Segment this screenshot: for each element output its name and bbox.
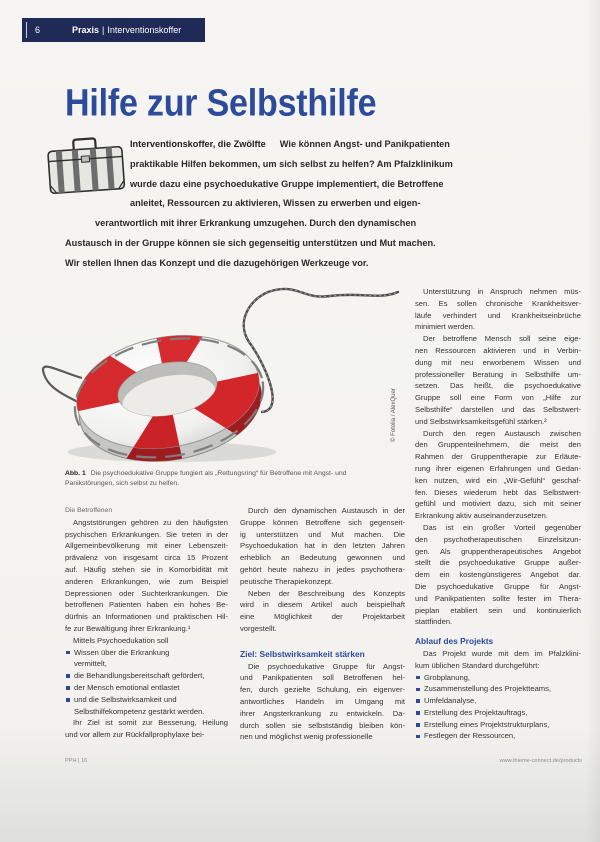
- body-line: dung mit neu erworbenem Wissen und: [415, 357, 581, 367]
- list-item: [65, 694, 228, 718]
- body-line: fen, durch gezielte Schulung, ein eigenver-: [240, 685, 405, 695]
- list-item-line: Umfeldanalyse,: [424, 696, 477, 706]
- body-line: und Selbstwirksamkeitsgefühl stärken.²: [415, 416, 547, 426]
- rope-texture: [244, 289, 398, 412]
- body-line: Allgemeinbevölkerung mit einer Lebenszeit-: [65, 541, 228, 551]
- body-line: durch sollen sie selbstständig bleiben kön-: [240, 720, 405, 730]
- column-2: [240, 505, 405, 743]
- body-line: psychischen Erkrankungen. Sie treten in der: [65, 529, 228, 539]
- body-line: fen. Dieses wiederum hebt das Selbstwert-: [415, 487, 581, 497]
- body-line: pieplan etabliert sein und kontinuierlich: [415, 605, 581, 615]
- intro-line: anleitet, Ressourcen zu aktivieren, Wissen zu erwerben und eigen-: [130, 198, 421, 209]
- body-line: rung ihrer eigenen Erfahrungen und Gedan-: [415, 463, 581, 473]
- bullet-icon: [66, 686, 70, 690]
- body-line: setzen. Das heißt, die psychoedukative: [415, 381, 581, 391]
- list-item: [415, 719, 581, 731]
- paragraph: [65, 717, 228, 741]
- paragraph: [415, 648, 581, 672]
- list-item-line: Wissen über die Erkrankung: [74, 647, 170, 657]
- list-item: [65, 647, 228, 671]
- list-item-line: die Behandlungsbereitschaft gefördert,: [74, 671, 205, 681]
- paragraph: [240, 661, 405, 744]
- body-line: eine Möglichkeit der Projektarbeit: [240, 612, 405, 622]
- body-line: ig unterstützen und Mut machen. Die: [240, 529, 405, 539]
- body-line: Psychoedukation hat in den letzten Jahren: [240, 541, 405, 551]
- section-name: Praxis: [72, 25, 100, 35]
- body-line: Ihr Ziel ist somit zur Besserung, Heilung: [73, 718, 228, 728]
- rope: [244, 289, 398, 412]
- body-line: erheblich an Bedeutung gewonnen und: [240, 553, 405, 563]
- intro-line: Wir stellen Ihnen das Konzept und die dazugehörigen Werkzeuge vor.: [65, 257, 369, 268]
- list-item-line: Festlegen der Ressourcen,: [424, 731, 516, 741]
- body-line: minimiert werden.: [415, 322, 475, 332]
- paragraph: [240, 588, 405, 635]
- intro-line-text: Wie können Angst- und Panikpatienten: [279, 139, 450, 149]
- body-line: Gruppe soll eine Form von „Hilfe zur: [415, 393, 581, 403]
- body-line: gehört heute nahezu in jedes psychothera-: [240, 564, 405, 574]
- list-item: [415, 672, 581, 684]
- body-line: Neben der Beschreibung des Konzepts: [248, 588, 405, 598]
- header-rule: [26, 22, 27, 38]
- page-number: 6: [35, 25, 41, 35]
- body-line: nen und möglichst wenig professionelle: [240, 732, 373, 742]
- bullet-icon: [66, 698, 70, 702]
- section-header-bar: [22, 18, 205, 42]
- bullet-icon: [416, 723, 420, 727]
- body-line: Der betroffene Mensch soll seine eige-: [423, 334, 581, 344]
- body-line: kum üblichen Standard durchgeführt:: [415, 660, 540, 670]
- paragraph: [240, 505, 405, 588]
- paragraph: [415, 522, 581, 628]
- body-line: peutische Therapiekonzept.: [240, 576, 334, 586]
- body-line: prävalenz von insgesamt circa 15 Prozent: [65, 553, 228, 563]
- body-line: den Gruppenteilnehmern, die meist den: [415, 440, 581, 450]
- body-line: nen Ressourcen aktivieren und in Verbin-: [415, 345, 581, 355]
- lifebuoy-photo: [0, 270, 420, 470]
- paragraph: [65, 517, 228, 635]
- body-line: Depressionen oder Suchterkrankungen. Die: [65, 588, 228, 598]
- intro-lead: Interventionskoffer, die Zwölfte: [130, 139, 266, 149]
- list-item: [415, 683, 581, 695]
- paragraph: [65, 635, 228, 647]
- body-line: stellt die psychoedukative Gruppe außer-: [415, 558, 581, 568]
- body-line: Das ist ein großer Vorteil gegenüber: [423, 522, 581, 532]
- list-item: [65, 682, 228, 694]
- list-item-line: Grobplanung,: [424, 672, 471, 682]
- body-line: Durch den regen Austausch zwischen: [423, 428, 581, 438]
- section-label: [72, 24, 181, 36]
- body-line: Angststörungen gehören zu den häufigsten: [73, 517, 228, 527]
- body-line: ken nutzen, wird ein „Wir-Gefühl“ geschaf-: [415, 475, 581, 485]
- body-line: gen. Als gruppentherapeutisches Angebot: [415, 546, 581, 556]
- body-line: Unterstützung in Anspruch nehmen müs-: [423, 287, 581, 296]
- list-item-line: Selbsthilfekompetenz gestärkt werden.: [74, 706, 205, 716]
- lifebuoy-ring: [0, 270, 420, 470]
- body-line: ihrer Angsterkrankung zu entwickeln. Da-: [240, 708, 405, 718]
- body-line: Gruppe können Betroffene sich gegenseit-: [240, 517, 405, 527]
- body-line: professioneller Beratung in Selbsthilfe um-: [415, 369, 581, 379]
- caption-line: Panikstörungen, sich selbst zu helfen.: [65, 480, 180, 487]
- intro-line: [65, 135, 505, 155]
- list-item-line: Zusammenstellung des Projektteams,: [424, 684, 552, 694]
- list-item: [65, 670, 228, 682]
- section-topic: Interventionskoffer: [107, 25, 182, 35]
- body-line: Erkrankung aktiv auseinanderzusetzen.: [415, 511, 548, 521]
- body-line: auf. Häufig stehen sie in Komorbidität mit: [65, 564, 228, 574]
- body-line: Die psychoedukative Gruppe für Angst-: [415, 581, 581, 591]
- section-heading: Ablauf des Projekts: [415, 636, 494, 647]
- bullet-icon: [66, 674, 70, 678]
- body-line: und vor allem zur Rückfallprophylaxe bei-: [65, 730, 205, 740]
- list-item-line: und die Selbstwirksamkeit und: [74, 694, 177, 704]
- body-line: Durch den dynamischen Austausch in der: [248, 506, 405, 515]
- intro-teaser: [65, 135, 505, 274]
- list-item-line: vermittelt,: [74, 659, 107, 669]
- body-line: anderen Erkrankungen, wie zum Beispiel: [65, 576, 228, 586]
- list-item-line: Erstellung eines Projektstrukturplans,: [424, 719, 550, 729]
- footer-url: www.thieme-connect.de/products: [499, 758, 582, 764]
- body-line: Mittels Psychoedukation soll: [73, 635, 169, 645]
- list-item: [415, 707, 581, 719]
- body-line: läufe verhindert und Krankheitseinbrüche: [415, 310, 581, 320]
- body-line: stattfinden.: [415, 617, 453, 627]
- intro-line: wurde dazu eine psychoedukative Gruppe implementiert, die Betroffene: [130, 178, 444, 189]
- column-1: [65, 505, 228, 741]
- body-line: dürfnis an Informationen und praktischen Hil-: [65, 612, 228, 622]
- body-line: und Panikpatienten soll Betroffenen hel-: [240, 673, 405, 683]
- section-heading: Ziel: Selbstwirksamkeit stärken: [240, 648, 365, 659]
- caption-text: Die psychoedukative Gruppe fungiert als „Rettungsring“ für Betroffene mit Angst- und: [90, 470, 347, 477]
- list-item-line: der Mensch emotional entlastet: [74, 682, 180, 692]
- bullet-icon: [416, 735, 420, 739]
- body-line: Rahmen der Gruppentherapie zur Erläute-: [415, 452, 581, 462]
- bullet-icon: [416, 711, 420, 715]
- body-line: betroffenen Patienten haben ein hohes Be-: [65, 600, 228, 610]
- body-line: antwortliches Handeln im Umgang mit: [240, 696, 405, 706]
- list-item: [415, 695, 581, 707]
- body-line: den psychotherapeutischen Einzelsitzun-: [415, 534, 581, 544]
- bullet-list: [415, 672, 581, 743]
- paragraph: [415, 286, 581, 333]
- body-line: sen. Es sollen chronische Krankheitsver-: [415, 298, 581, 308]
- body-line: Die psychoedukative Gruppe für Angst-: [248, 661, 405, 671]
- paragraph: [415, 333, 581, 427]
- footer-journal: PPH | 16: [65, 758, 88, 764]
- list-item: [415, 730, 581, 742]
- caption-label: Abb. 1: [65, 470, 86, 477]
- photo-credit: © Fotolia / AlexQuer: [391, 388, 397, 442]
- list-item-line: Erstellung des Projektauftrags,: [424, 707, 528, 717]
- section-subheading: Die Betroffenen: [65, 507, 113, 514]
- intro-line: Austausch in der Gruppe können sie sich gegenseitig unterstützen und Mut machen.: [65, 237, 436, 248]
- column-3: [415, 286, 581, 742]
- body-line: gefühl und motiviert dazu, sich mit seiner: [415, 499, 581, 509]
- bullet-icon: [416, 699, 420, 703]
- caption-line: [65, 469, 395, 479]
- bullet-icon: [416, 688, 420, 692]
- bullet-icon: [416, 676, 420, 680]
- figure-caption: [65, 469, 395, 489]
- body-line: Das Projekt wurde mit dem im Pfalzklini-: [423, 648, 581, 658]
- article-title: Hilfe zur Selbsthilfe: [65, 81, 377, 125]
- body-line: fe zur Bewältigung ihrer Erkrankung.¹: [65, 623, 191, 633]
- bullet-list: [65, 647, 228, 718]
- section-separator: |: [102, 25, 105, 35]
- body-line: und Panikpatienten sollte fester im Thera-: [415, 593, 581, 603]
- body-line: Selbsthilfe“ darstellen und das Selbstwert-: [415, 404, 581, 414]
- bullet-icon: [66, 651, 70, 655]
- body-line: dem ein kostengünstigeres Angebot dar.: [415, 570, 581, 580]
- body-line: vorgestellt.: [240, 623, 277, 633]
- paragraph: [415, 428, 581, 522]
- intro-line: praktikable Hilfen bekommen, um sich selbst zu helfen? Am Pfalzklinikum: [130, 158, 453, 169]
- body-line: wird in diesem Artikel auch beispielhaft: [240, 600, 405, 610]
- intro-line: verantwortlich mit ihrer Erkrankung umzugehen. Durch den dynamischen: [95, 218, 417, 229]
